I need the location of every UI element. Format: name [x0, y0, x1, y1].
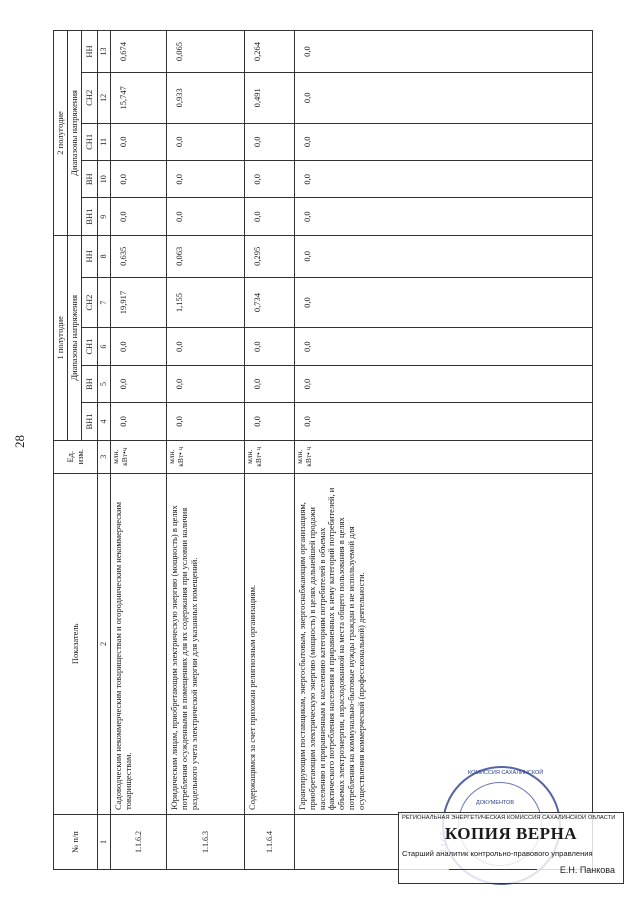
value-cell: 15,747 — [111, 72, 167, 123]
level-sn1: СН1 — [82, 123, 98, 160]
column-numbers-row — [98, 31, 111, 870]
header-ranges-half2: Диапазоны напряжения — [68, 31, 82, 236]
value-cell: 0,0 — [295, 123, 593, 160]
column-number: 13 — [98, 31, 111, 73]
column-number: 5 — [98, 365, 111, 402]
value-cell: 0,0 — [295, 31, 593, 73]
value-cell: 0,0 — [245, 198, 295, 235]
value-cell: 0,0 — [245, 161, 295, 198]
table-row — [111, 31, 167, 870]
column-number: 8 — [98, 235, 111, 277]
value-cell: 0,065 — [167, 31, 245, 73]
value-cell: 0,0 — [295, 161, 593, 198]
value-cell: 0,635 — [111, 235, 167, 277]
value-cell: 1,155 — [167, 277, 245, 328]
value-cell: 0,734 — [245, 277, 295, 328]
row-unit: млн. кВт• ч — [245, 440, 295, 473]
row-number: 1.1.6.2 — [111, 814, 167, 869]
value-cell: 0,063 — [167, 235, 245, 277]
header-unit: Ед. изм. — [54, 440, 98, 473]
row-indicator: Гарантирующим поставщикам, энергосбытовым, энергоснабжающим организациям, приобретающим электрическую энергию (мощность) в целях дальнейшей продажи населению и приравненным к населению категориям потребителей в объемах фактического потребления населения и приравненных к нему категорий потребителей, и объемах электроэнергии, израсходованной на места общего пользования в целях потребления на коммунально-бытовые нужды граждан и не используемой для осуществления коммерческой (профессиональной) деятельности. — [295, 473, 593, 814]
value-cell: 0,0 — [111, 403, 167, 440]
data-table — [53, 30, 593, 870]
header-num: № п/п — [54, 814, 98, 869]
row-indicator: Юридическим лицам, приобретающим электрическую энергию (мощность) в целях потребления осужденными в помещениях для их содержания при условии наличия раздельного учета электрической энергии для указанных помещений. — [167, 473, 245, 814]
table-row — [295, 31, 593, 870]
row-indicator: Садоводческим некоммерческим товариществам и огородническим некоммерческим товариществам. — [111, 473, 167, 814]
value-cell: 0,0 — [245, 328, 295, 365]
row-number: 1.1.6.3 — [167, 814, 245, 869]
column-number: 6 — [98, 328, 111, 365]
row-indicator: Содержащимся за счет прихожан религиозным организациям. — [245, 473, 295, 814]
value-cell: 0,0 — [295, 72, 593, 123]
level-sn2: СН2 — [82, 277, 98, 328]
level-vn: ВН — [82, 161, 98, 198]
value-cell: 0,491 — [245, 72, 295, 123]
level-sn2: СН2 — [82, 72, 98, 123]
table-row — [245, 31, 295, 870]
header-half1: 1 полугодие — [54, 235, 68, 440]
column-number: 4 — [98, 403, 111, 440]
value-cell: 0,0 — [245, 365, 295, 402]
value-cell: 0,0 — [245, 403, 295, 440]
value-cell: 0,264 — [245, 31, 295, 73]
value-cell: 0,0 — [111, 365, 167, 402]
seal-text-top: КОМИССИЯ САХАЛИНСКОЙ — [468, 770, 544, 776]
value-cell: 0,0 — [167, 365, 245, 402]
certification-stamp — [398, 766, 623, 884]
column-number: 1 — [98, 814, 111, 869]
stamp-copy-certified: КОПИЯ ВЕРНА — [444, 824, 578, 843]
row-unit: млн. кВт• ч — [295, 440, 593, 473]
value-cell: 0,0 — [295, 403, 593, 440]
value-cell: 0,933 — [167, 72, 245, 123]
seal-text-mid: ДОКУМЕНТОВ — [476, 800, 515, 806]
row-unit: млн. кВт• ч — [167, 440, 245, 473]
column-number: 9 — [98, 198, 111, 235]
column-number: 10 — [98, 161, 111, 198]
level-sn1: СН1 — [82, 328, 98, 365]
value-cell: 0,0 — [295, 235, 593, 277]
rotated-table-container — [53, 30, 593, 870]
level-nn: НН — [82, 31, 98, 73]
value-cell: 0,0 — [111, 198, 167, 235]
value-cell: 0,295 — [245, 235, 295, 277]
column-number: 12 — [98, 72, 111, 123]
stamp-box — [398, 812, 624, 884]
value-cell: 0,0 — [111, 328, 167, 365]
value-cell: 0,0 — [111, 161, 167, 198]
column-number: 7 — [98, 277, 111, 328]
value-cell: 0,0 — [111, 123, 167, 160]
value-cell: 0,0 — [167, 123, 245, 160]
row-number: 1.1.6.4 — [245, 814, 295, 869]
value-cell: 0,674 — [111, 31, 167, 73]
value-cell: 19,917 — [111, 277, 167, 328]
stamp-signer-name: Е.Н. Панкова — [559, 865, 615, 875]
stamp-organization: РЕГИОНАЛЬНАЯ ЭНЕРГЕТИЧЕСКАЯ КОМИССИЯ САХАЛИНСКОЙ ОБЛАСТИ — [402, 815, 616, 821]
level-vn1: ВН1 — [82, 403, 98, 440]
column-number: 11 — [98, 123, 111, 160]
column-number: 3 — [98, 440, 111, 473]
value-cell: 0,0 — [245, 123, 295, 160]
header-half2: 2 полугодие — [54, 31, 68, 236]
value-cell: 0,0 — [295, 277, 593, 328]
level-nn: НН — [82, 235, 98, 277]
value-cell: 0,0 — [167, 198, 245, 235]
value-cell: 0,0 — [295, 198, 593, 235]
header-ranges-half1: Диапазоны напряжения — [68, 235, 82, 440]
value-cell: 0,0 — [167, 403, 245, 440]
signature-line — [449, 869, 537, 870]
value-cell: 0,0 — [295, 328, 593, 365]
row-unit: млн. кВт•ч — [111, 440, 167, 473]
level-vn: ВН — [82, 365, 98, 402]
value-cell: 0,0 — [167, 328, 245, 365]
column-number: 2 — [98, 473, 111, 814]
value-cell: 0,0 — [295, 365, 593, 402]
table-row — [167, 31, 245, 870]
value-cell: 0,0 — [167, 161, 245, 198]
stamp-position: Старший аналитик контрольно-правового управления — [402, 849, 593, 858]
level-vn1: ВН1 — [82, 198, 98, 235]
header-indicator: Показатель — [54, 473, 98, 814]
page-number: 28 — [12, 435, 27, 448]
